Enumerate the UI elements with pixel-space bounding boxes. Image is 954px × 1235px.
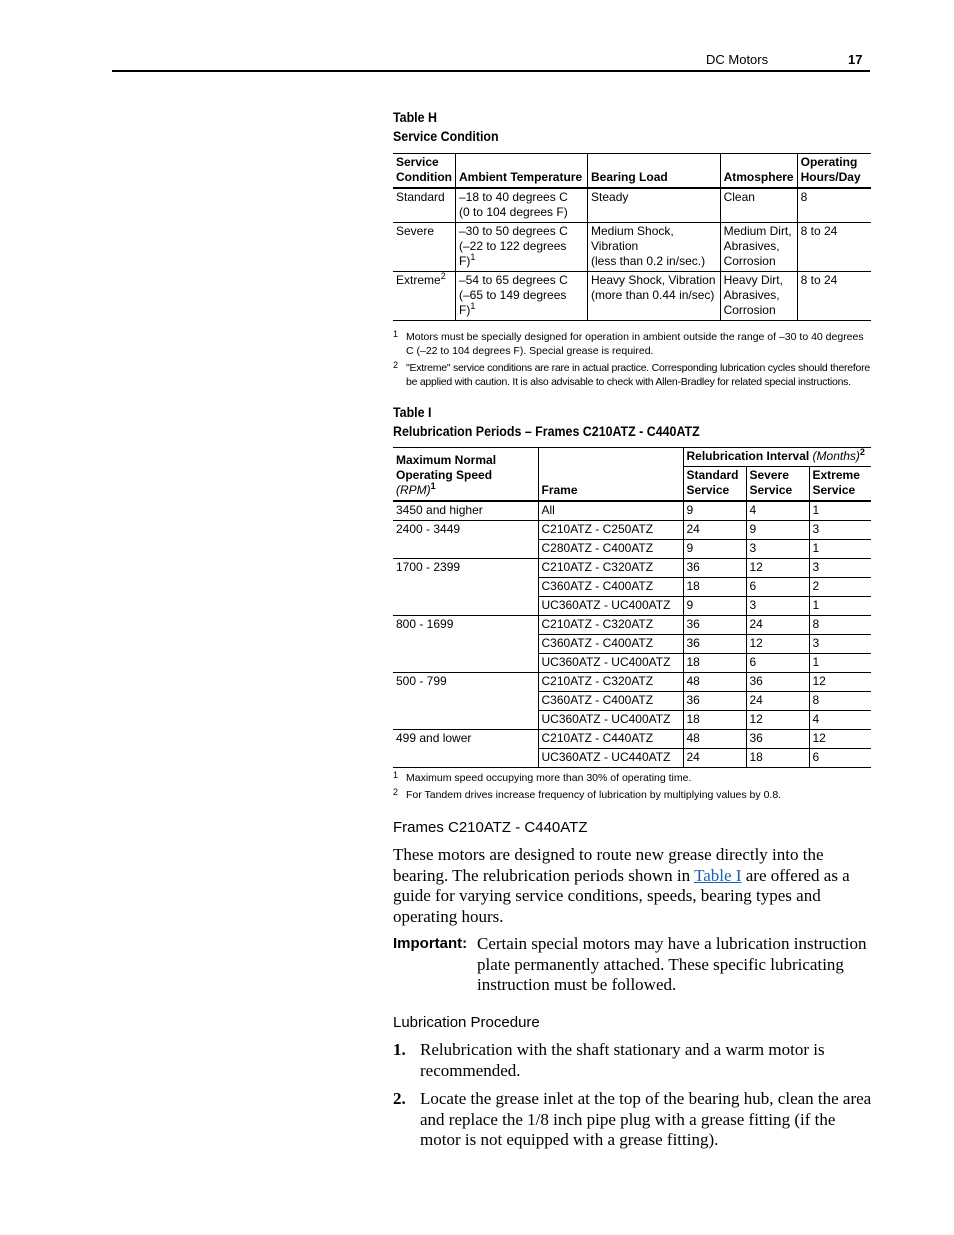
col-header-frame: Frame [538,448,683,502]
cell-severe-service: 3 [746,597,809,616]
cell-ambient-temperature [455,188,587,223]
footnote-text: For Tandem drives increase frequency of lubrication by multiplying values by 0.8. [406,789,782,801]
cell-severe-service: 36 [746,730,809,749]
cell-extreme-service: 3 [809,521,871,540]
cell-extreme-service: 3 [809,635,871,654]
table-row [393,501,871,521]
col-header-ambient-temperature: Ambient Temperature [455,154,587,189]
cell-severe-service: 6 [746,654,809,673]
section-heading-lubrication: Lubrication Procedure [393,1014,540,1031]
cell-frame: C210ATZ - C250ATZ [538,521,683,540]
table-row [393,673,871,692]
footnote-number: 2 [393,360,399,370]
cell-text: –18 to 40 degrees C (0 to 104 degrees F) [458,190,568,219]
table-row [393,730,871,749]
cell-extreme-service: 12 [809,673,871,692]
important-text: Certain special motors may have a lubrication instruction plate permanently attached. These specific lubricating instruction must be followed. [477,934,867,994]
cell-severe-service: 3 [746,540,809,559]
cell-severe-service: 12 [746,559,809,578]
cell-speed: 3450 and higher [393,501,538,521]
cell-speed: 500 - 799 [393,673,538,730]
cell-atmosphere [720,188,797,223]
cell-bearing-load [588,272,721,321]
table-h-title: Service Condition [393,129,499,144]
footnote-text: Motors must be specially designed for operation in ambient outside the range of –30 to 40 degrees C (–22 to 104 degrees F). Special grease is required. [406,331,864,357]
col-header-relubrication-interval [683,448,871,467]
cell-ambient-temperature [455,272,587,321]
col-header-speed [393,448,538,502]
cell-ambient-temperature [455,223,587,272]
table-row [393,521,871,540]
cell-severe-service: 4 [746,501,809,521]
section-heading-frames: Frames C210ATZ - C440ATZ [393,819,588,836]
cell-extreme-service: 1 [809,540,871,559]
cell-frame: C360ATZ - C400ATZ [538,692,683,711]
cell-text: 8 [800,190,808,204]
cell-text: –30 to 50 degrees C (–22 to 122 degrees F) [458,224,568,268]
cell-extreme-service: 8 [809,692,871,711]
table-header-row [393,154,871,189]
cell-operating-hours [797,223,871,272]
cell-frame: UC360ATZ - UC440ATZ [538,749,683,768]
cell-severe-service: 18 [746,749,809,768]
table-i-caption [393,403,871,441]
table-i-link[interactable]: Table I [694,865,742,885]
cell-standard-service: 36 [683,635,746,654]
speed-unit: (RPM) [396,483,431,497]
cell-standard-service: 9 [683,597,746,616]
cell-text: 8 to 24 [800,273,838,287]
cell-text: –54 to 65 degrees C (–65 to 149 degrees F) [458,273,568,317]
step-1-text: Relubrication with the shaft stationary and a warm motor is recommended. [420,1040,825,1080]
cell-extreme-service: 8 [809,616,871,635]
cell-text: Clean [723,190,755,204]
cell-standard-service: 36 [683,559,746,578]
cell-extreme-service: 1 [809,597,871,616]
col-header-severe-service: Severe Service [746,467,809,502]
footnote-ref: 2 [440,271,446,281]
footnote-number: 2 [393,787,399,797]
cell-text: Heavy Dirt, Abrasives, Corrosion [723,273,783,317]
footnote-number: 1 [393,770,399,780]
cell-service-condition [393,188,455,223]
cell-text: Standard [396,190,445,204]
cell-severe-service: 24 [746,616,809,635]
table-i-footnote-1 [393,771,871,785]
cell-frame: C210ATZ - C320ATZ [538,559,683,578]
cell-standard-service: 18 [683,578,746,597]
interval-unit: (Months) [812,449,860,463]
table-header-row [393,448,871,467]
paragraph-text: are offered as a guide for varying service conditions, speeds, bearing types and operating hours. [393,865,850,926]
frames-paragraph [393,845,871,927]
step-2-number: 2. [393,1089,406,1108]
col-header-atmosphere: Atmosphere [720,154,797,189]
important-label: Important: [393,935,468,952]
cell-standard-service: 9 [683,501,746,521]
interval-header-text: Relubrication Interval [686,449,810,463]
cell-service-condition [393,272,455,321]
cell-speed: 800 - 1699 [393,616,538,673]
table-h-footnote-2 [393,361,871,389]
col-header-extreme-service: Extreme Service [809,467,871,502]
footnote-text: "Extreme" service conditions are rare in actual practice. Corresponding lubrication cycles should therefore be applied with caution. It is also advisable to check with Allen-Bradley for related special instructions. [406,362,870,388]
cell-speed: 499 and lower [393,730,538,768]
cell-standard-service: 48 [683,730,746,749]
cell-operating-hours [797,188,871,223]
cell-frame: C360ATZ - C400ATZ [538,578,683,597]
cell-frame: UC360ATZ - UC400ATZ [538,597,683,616]
table-row [393,616,871,635]
footnote-ref: 1 [470,301,476,311]
cell-service-condition [393,223,455,272]
table-i-label: Table I [393,405,432,420]
footnote-ref: 2 [859,447,865,457]
cell-text: Extreme [396,273,441,287]
cell-text: 8 to 24 [800,224,838,238]
running-header-title: DC Motors [706,52,769,67]
paragraph-text: These motors are designed to route new grease directly into the bearing. The relubrication periods shown in [393,845,824,885]
cell-frame: C210ATZ - C320ATZ [538,673,683,692]
relubrication-table [393,447,871,768]
cell-standard-service: 18 [683,654,746,673]
cell-atmosphere [720,272,797,321]
table-row [393,188,871,223]
cell-severe-service: 12 [746,635,809,654]
cell-text: Heavy Shock, Vibration (more than 0.44 in/sec) [591,273,716,302]
cell-extreme-service: 1 [809,654,871,673]
table-h-caption [393,108,871,146]
page-number: 17 [848,52,863,67]
table-i-title: Relubrication Periods – Frames C210ATZ - C440ATZ [393,424,700,439]
col-header-bearing-load: Bearing Load [588,154,721,189]
cell-extreme-service: 3 [809,559,871,578]
cell-severe-service: 9 [746,521,809,540]
footnote-ref: 1 [470,252,476,262]
footnote-number: 1 [393,329,399,339]
cell-text: Steady [591,190,629,204]
cell-severe-service: 12 [746,711,809,730]
table-row [393,223,871,272]
cell-extreme-service: 6 [809,749,871,768]
cell-standard-service: 36 [683,616,746,635]
cell-standard-service: 36 [683,692,746,711]
cell-text: Severe [396,224,435,238]
cell-bearing-load [588,188,721,223]
cell-severe-service: 6 [746,578,809,597]
cell-standard-service: 48 [683,673,746,692]
cell-standard-service: 9 [683,540,746,559]
footnote-ref: 1 [430,481,436,491]
cell-standard-service: 24 [683,521,746,540]
cell-atmosphere [720,223,797,272]
cell-text: Medium Shock, Vibration (less than 0.2 in/sec.) [591,224,706,268]
col-header-standard-service: Standard Service [683,467,746,502]
cell-frame: UC360ATZ - UC400ATZ [538,654,683,673]
header-rule [112,70,870,72]
cell-frame: UC360ATZ - UC400ATZ [538,711,683,730]
cell-extreme-service: 4 [809,711,871,730]
cell-operating-hours [797,272,871,321]
col-header-operating-hours: Operating Hours/Day [797,154,871,189]
service-condition-table [393,153,871,321]
cell-standard-service: 18 [683,711,746,730]
cell-severe-service: 24 [746,692,809,711]
cell-extreme-service: 1 [809,501,871,521]
cell-frame: C210ATZ - C440ATZ [538,730,683,749]
table-h-label: Table H [393,110,437,125]
table-row [393,559,871,578]
cell-text: Medium Dirt, Abrasives, Corrosion [723,224,792,268]
cell-frame: C280ATZ - C400ATZ [538,540,683,559]
cell-bearing-load [588,223,721,272]
table-row [393,272,871,321]
speed-header-text: Maximum Normal Operating Speed [396,453,497,482]
cell-severe-service: 36 [746,673,809,692]
cell-extreme-service: 12 [809,730,871,749]
table-i-footnote-2 [393,788,871,802]
step-2-text: Locate the grease inlet at the top of the bearing hub, clean the area and replace the 1/8 inch pipe plug with a grease fitting (if the motor is not equipped with a grease fitting). [420,1089,872,1149]
step-1-number: 1. [393,1040,406,1059]
cell-frame: All [538,501,683,521]
footnote-text: Maximum speed occupying more than 30% of operating time. [406,772,692,784]
cell-extreme-service: 2 [809,578,871,597]
table-h-footnote-1 [393,330,871,358]
cell-speed: 1700 - 2399 [393,559,538,616]
cell-frame: C360ATZ - C400ATZ [538,635,683,654]
cell-frame: C210ATZ - C320ATZ [538,616,683,635]
cell-standard-service: 24 [683,749,746,768]
col-header-service-condition: Service Condition [393,154,455,189]
cell-speed: 2400 - 3449 [393,521,538,559]
